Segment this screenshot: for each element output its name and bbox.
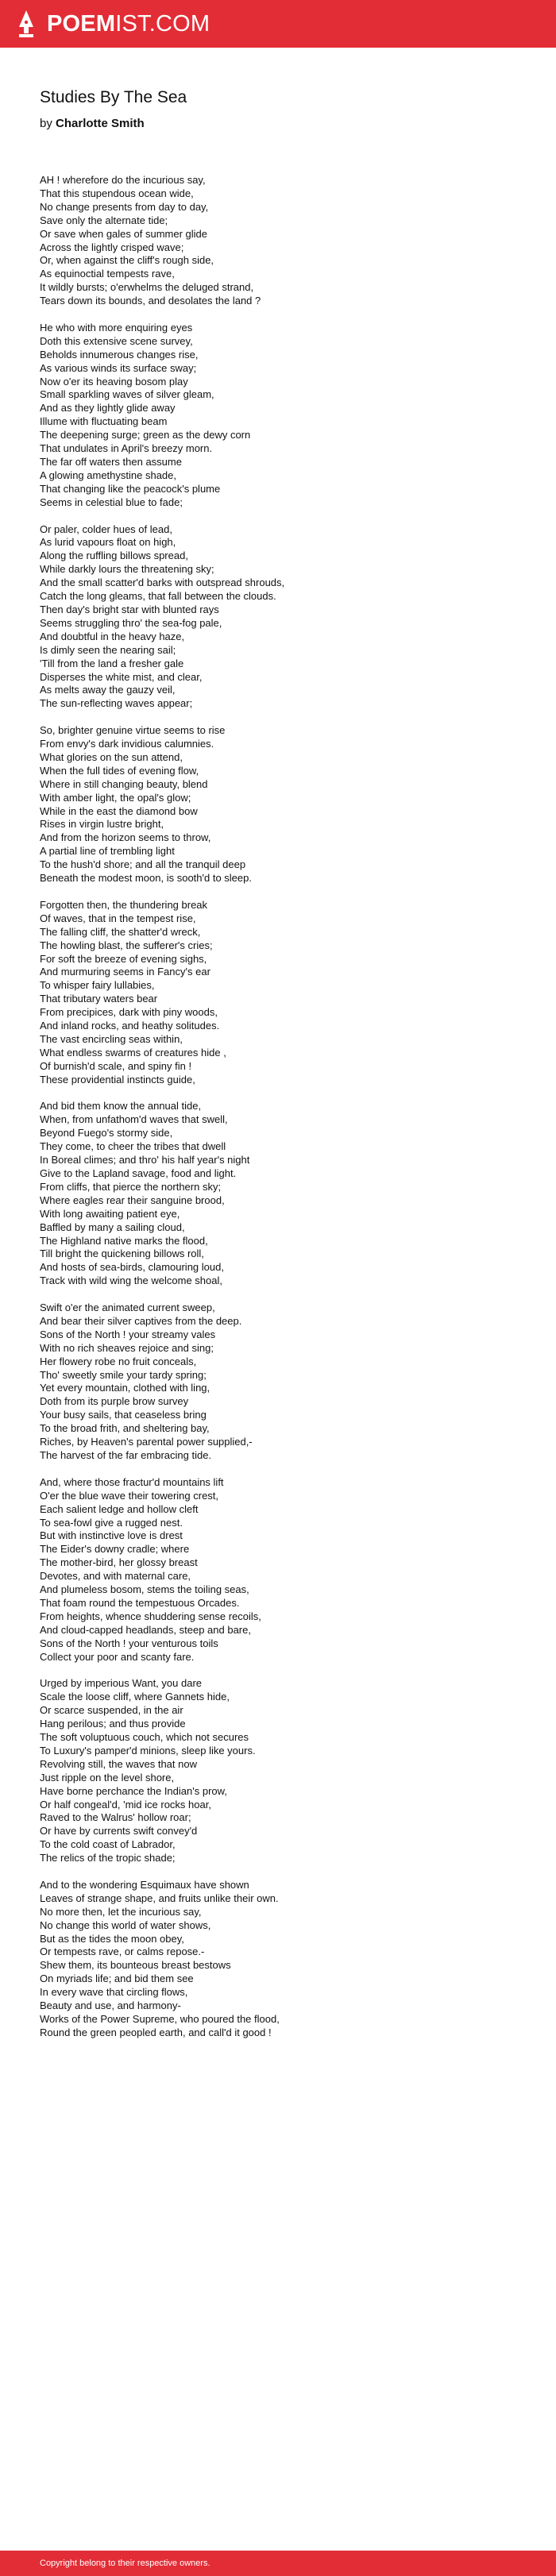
poem-line: To Luxury's pamper'd minions, sleep like yours. bbox=[40, 1744, 256, 1757]
poem-line: Have borne perchance the Indian's prow, bbox=[40, 1784, 227, 1797]
poem-line: Illume with fluctuating beam bbox=[40, 415, 168, 428]
poem-line: In every wave that circling flows, bbox=[40, 1986, 188, 1999]
stanza bbox=[40, 523, 532, 711]
poem-line: And murmuring seems in Fancy's ear bbox=[40, 966, 210, 978]
poem-line: Swift o'er the animated current sweep, bbox=[40, 1301, 215, 1314]
poem-line: Scale the loose cliff, where Gannets hide, bbox=[40, 1691, 230, 1703]
poem-line: Small sparkling waves of silver gleam, bbox=[40, 388, 214, 401]
poem-line: The Highland native marks the flood, bbox=[40, 1234, 208, 1247]
poem-line: Where in still changing beauty, blend bbox=[40, 777, 208, 790]
poem-line: And bid them know the annual tide, bbox=[40, 1100, 202, 1113]
poem-line: Or half congeal'd, 'mid ice rocks hoar, bbox=[40, 1798, 211, 1811]
poem-line: In Boreal climes; and thro' his half year's night bbox=[40, 1154, 250, 1167]
poem-line: Sons of the North ! your venturous toils bbox=[40, 1637, 218, 1649]
stanza bbox=[40, 1100, 532, 1288]
poem-line: Tho' sweetly smile your tardy spring; bbox=[40, 1368, 207, 1381]
poem-line: But with instinctive love is drest bbox=[40, 1529, 183, 1542]
poem-line: As melts away the gauzy veil, bbox=[40, 684, 176, 696]
poem-line: Devotes, and with maternal care, bbox=[40, 1570, 191, 1583]
stanza bbox=[40, 1476, 532, 1664]
poem-line: Round the green peopled earth, and call'd it good ! bbox=[40, 2026, 272, 2038]
poem-line: From precipices, dark with piny woods, bbox=[40, 1006, 218, 1019]
poem-line: Beyond Fuego's stormy side, bbox=[40, 1127, 173, 1140]
site-logo-text[interactable] bbox=[47, 10, 210, 37]
poem-line: And to the wondering Esquimaux have shown bbox=[40, 1878, 249, 1891]
poem-line: So, brighter genuine virtue seems to rise bbox=[40, 724, 226, 737]
poem-line: Or have by currents swift convey'd bbox=[40, 1825, 198, 1838]
poem-line: While darkly lours the threatening sky; bbox=[40, 563, 214, 576]
poem-line: The mother-bird, her glossy breast bbox=[40, 1556, 198, 1569]
poem-line: That changing like the peacock's plume bbox=[40, 482, 221, 495]
poem-line: Seems struggling thro' the sea-fog pale, bbox=[40, 616, 222, 629]
poem-line: What glories on the sun attend, bbox=[40, 750, 183, 763]
poem-line: No change this world of water shows, bbox=[40, 1919, 211, 1931]
poem-line: That undulates in April's breezy morn. bbox=[40, 442, 213, 455]
poem-body bbox=[40, 174, 532, 2053]
poem-line: He who with more enquiring eyes bbox=[40, 321, 193, 334]
poem-line: Or scarce suspended, in the air bbox=[40, 1704, 183, 1717]
poem-line: And doubtful in the heavy haze, bbox=[40, 630, 185, 642]
poem-line: Of waves, that in the tempest rise, bbox=[40, 912, 196, 924]
poem-line: And, where those fractur'd mountains lift bbox=[40, 1475, 224, 1488]
brand-light: IST.COM bbox=[115, 11, 210, 37]
brand-bold: POEM bbox=[47, 11, 116, 37]
poem-line: With long awaiting patient eye, bbox=[40, 1207, 180, 1220]
poem-line: Doth this extensive scene survey, bbox=[40, 334, 193, 347]
poem-line: For soft the breeze of evening sighs, bbox=[40, 952, 207, 965]
poem-line: Doth from its purple brow survey bbox=[40, 1395, 189, 1408]
stanza bbox=[40, 322, 532, 510]
poem-line: And bear their silver captives from the deep. bbox=[40, 1314, 242, 1327]
poem-line: And cloud-capped headlands, steep and bare, bbox=[40, 1623, 251, 1636]
poem-line: What endless swarms of creatures hide , bbox=[40, 1046, 226, 1059]
poem-line: As various winds its surface sway; bbox=[40, 361, 197, 374]
poem-line: From envy's dark invidious calumnies. bbox=[40, 738, 214, 750]
poem-line: The harvest of the far embracing tide. bbox=[40, 1449, 212, 1461]
poem-line: Now o'er its heaving bosom play bbox=[40, 375, 188, 388]
poem-line: As equinoctial tempests rave, bbox=[40, 268, 175, 280]
poem-line: Raved to the Walrus' hollow roar; bbox=[40, 1811, 191, 1824]
poem-line: The Eider's downy cradle; where bbox=[40, 1543, 190, 1556]
poem-line: The sun-reflecting waves appear; bbox=[40, 697, 193, 710]
poem-line: Or tempests rave, or calms repose.- bbox=[40, 1945, 205, 1958]
poem-line: Beauty and use, and harmony- bbox=[40, 1999, 181, 2012]
poem-line: Or paler, colder hues of lead, bbox=[40, 523, 172, 535]
poem-line: And the small scatter'd barks with outspread shrouds, bbox=[40, 577, 285, 589]
copyright-text: Copyright belong to their respective owners. bbox=[40, 2559, 210, 2568]
poem-line: From cliffs, that pierce the northern sky; bbox=[40, 1180, 222, 1193]
stanza bbox=[40, 1677, 532, 1865]
poem-line: When the full tides of evening flow, bbox=[40, 764, 199, 777]
stanza bbox=[40, 899, 532, 1087]
poem-line: Forgotten then, the thundering break bbox=[40, 898, 208, 911]
poem-line: To the hush'd shore; and all the tranquil deep bbox=[40, 858, 246, 871]
poem-line: Disperses the white mist, and clear, bbox=[40, 670, 203, 683]
poem-line: The falling cliff, the shatter'd wreck, bbox=[40, 925, 201, 938]
site-footer bbox=[0, 2551, 556, 2576]
poem-line: Seems in celestial blue to fade; bbox=[40, 496, 183, 508]
poem-line: As lurid vapours float on high, bbox=[40, 536, 176, 549]
poem-line: AH ! wherefore do the incurious say, bbox=[40, 174, 206, 186]
stanza bbox=[40, 724, 532, 885]
poem-line: Rises in virgin lustre bright, bbox=[40, 818, 164, 831]
site-header bbox=[0, 0, 556, 48]
poem-line: Beholds innumerous changes rise, bbox=[40, 348, 199, 361]
poem-line: Her flowery robe no fruit conceals, bbox=[40, 1355, 197, 1367]
poem-line: Where eagles rear their sanguine brood, bbox=[40, 1194, 225, 1206]
poem-line: With amber light, the opal's glow; bbox=[40, 791, 191, 804]
poem-line: To sea-fowl give a rugged nest. bbox=[40, 1516, 183, 1529]
poem-line: Catch the long gleams, that fall between the clouds. bbox=[40, 590, 276, 603]
poem-line: No change presents from day to day, bbox=[40, 200, 209, 213]
poem-line: Leaves of strange shape, and fruits unlike their own. bbox=[40, 1892, 279, 1904]
poem-line: Works of the Power Supreme, who poured the flood, bbox=[40, 2013, 280, 2026]
poem-line: That this stupendous ocean wide, bbox=[40, 187, 194, 199]
poem-line: And hosts of sea-birds, clamouring loud, bbox=[40, 1261, 224, 1274]
stanza bbox=[40, 1879, 532, 2040]
stanza bbox=[40, 1301, 532, 1463]
poem-line: But as the tides the moon obey, bbox=[40, 1932, 184, 1945]
poem-line: Just ripple on the level shore, bbox=[40, 1771, 175, 1784]
quill-pen-icon[interactable] bbox=[16, 10, 37, 38]
poem-line: To whisper fairy lullabies, bbox=[40, 979, 155, 992]
poem-line: 'Till from the land a fresher gale bbox=[40, 657, 184, 669]
poem-line: Yet every mountain, clothed with ling, bbox=[40, 1382, 210, 1394]
poem-line: A glowing amethystine shade, bbox=[40, 469, 176, 481]
poem-line: That tributary waters bear bbox=[40, 993, 158, 1005]
byline-prefix: by bbox=[40, 117, 52, 130]
poem-line: From heights, whence shuddering sense recoils, bbox=[40, 1610, 261, 1622]
poem-line: The deepening surge; green as the dewy corn bbox=[40, 429, 251, 442]
poem-line: To the cold coast of Labrador, bbox=[40, 1838, 176, 1851]
poem-line: That foam round the tempestuous Orcades. bbox=[40, 1596, 240, 1609]
poem-line: Baffled by many a sailing cloud, bbox=[40, 1221, 185, 1233]
poem-line: Give to the Lapland savage, food and light. bbox=[40, 1167, 237, 1179]
poem-line: Hang perilous; and thus provide bbox=[40, 1718, 186, 1730]
poem-line: Urged by imperious Want, you dare bbox=[40, 1677, 203, 1690]
poem-line: Or, when against the cliff's rough side, bbox=[40, 254, 214, 267]
poem-line: Tears down its bounds, and desolates the land ? bbox=[40, 295, 261, 307]
poem-line: Collect your poor and scanty fare. bbox=[40, 1650, 195, 1663]
poem-title: Studies By The Sea bbox=[40, 88, 187, 106]
poem-line: Or save when gales of summer glide bbox=[40, 227, 207, 240]
poem-line: The vast encircling seas within, bbox=[40, 1032, 183, 1045]
poem-line: When, from unfathom'd waves that swell, bbox=[40, 1113, 228, 1126]
poem-line: Your busy sails, that ceaseless bring bbox=[40, 1409, 207, 1421]
byline bbox=[40, 117, 145, 131]
poem-line: O'er the blue wave their towering crest, bbox=[40, 1489, 219, 1502]
poem-line: To the broad frith, and sheltering bay, bbox=[40, 1422, 210, 1435]
poem-line: While in the east the diamond bow bbox=[40, 804, 198, 817]
poem-line: And inland rocks, and heathy solitudes. bbox=[40, 1020, 220, 1032]
poem-line: Along the ruffling billows spread, bbox=[40, 550, 188, 562]
poem-line: The soft voluptuous couch, which not secures bbox=[40, 1731, 249, 1743]
poem-line: They come, to cheer the tribes that dwell bbox=[40, 1140, 226, 1153]
poem-line: The relics of the tropic shade; bbox=[40, 1852, 176, 1865]
poem-line: On myriads life; and bid them see bbox=[40, 1972, 194, 1985]
poem-line: Revolving still, the waves that now bbox=[40, 1757, 197, 1770]
poem-line: The far off waters then assume bbox=[40, 456, 182, 469]
poem-line: With no rich sheaves rejoice and sing; bbox=[40, 1341, 214, 1354]
poem-line: A partial line of trembling light bbox=[40, 845, 175, 858]
poem-line: Riches, by Heaven's parental power supplied,- bbox=[40, 1436, 253, 1448]
poem-line: Then day's bright star with blunted rays bbox=[40, 603, 219, 615]
poem-line: No more then, let the incurious say, bbox=[40, 1905, 202, 1918]
poem-line: And as they lightly glide away bbox=[40, 402, 176, 415]
author-link[interactable]: Charlotte Smith bbox=[56, 117, 145, 130]
poem-line: Beneath the modest moon, is sooth'd to sleep. bbox=[40, 872, 252, 885]
poem-line: Track with wild wing the welcome shoal, bbox=[40, 1275, 222, 1287]
poem-line: These providential instincts guide, bbox=[40, 1073, 195, 1086]
poem-line: Till bright the quickening billows roll, bbox=[40, 1248, 204, 1260]
poem-line: And plumeless bosom, stems the toiling seas, bbox=[40, 1583, 249, 1596]
poem-line: And from the horizon seems to throw, bbox=[40, 831, 211, 844]
stanza bbox=[40, 174, 532, 308]
poem-line: Of burnish'd scale, and spiny fin ! bbox=[40, 1059, 192, 1072]
poem-line: The howling blast, the sufferer's cries; bbox=[40, 939, 213, 951]
poem-line: Save only the alternate tide; bbox=[40, 214, 168, 226]
poem-line: Across the lightly crisped wave; bbox=[40, 241, 184, 253]
poem-line: It wildly bursts; o'erwhelms the deluged strand, bbox=[40, 281, 254, 294]
poem-line: Is dimly seen the nearing sail; bbox=[40, 643, 176, 656]
poem-line: Sons of the North ! your streamy vales bbox=[40, 1328, 216, 1340]
poem-line: Each salient ledge and hollow cleft bbox=[40, 1502, 199, 1515]
poem-line: Shew them, its bounteous breast bestows bbox=[40, 1959, 231, 1972]
